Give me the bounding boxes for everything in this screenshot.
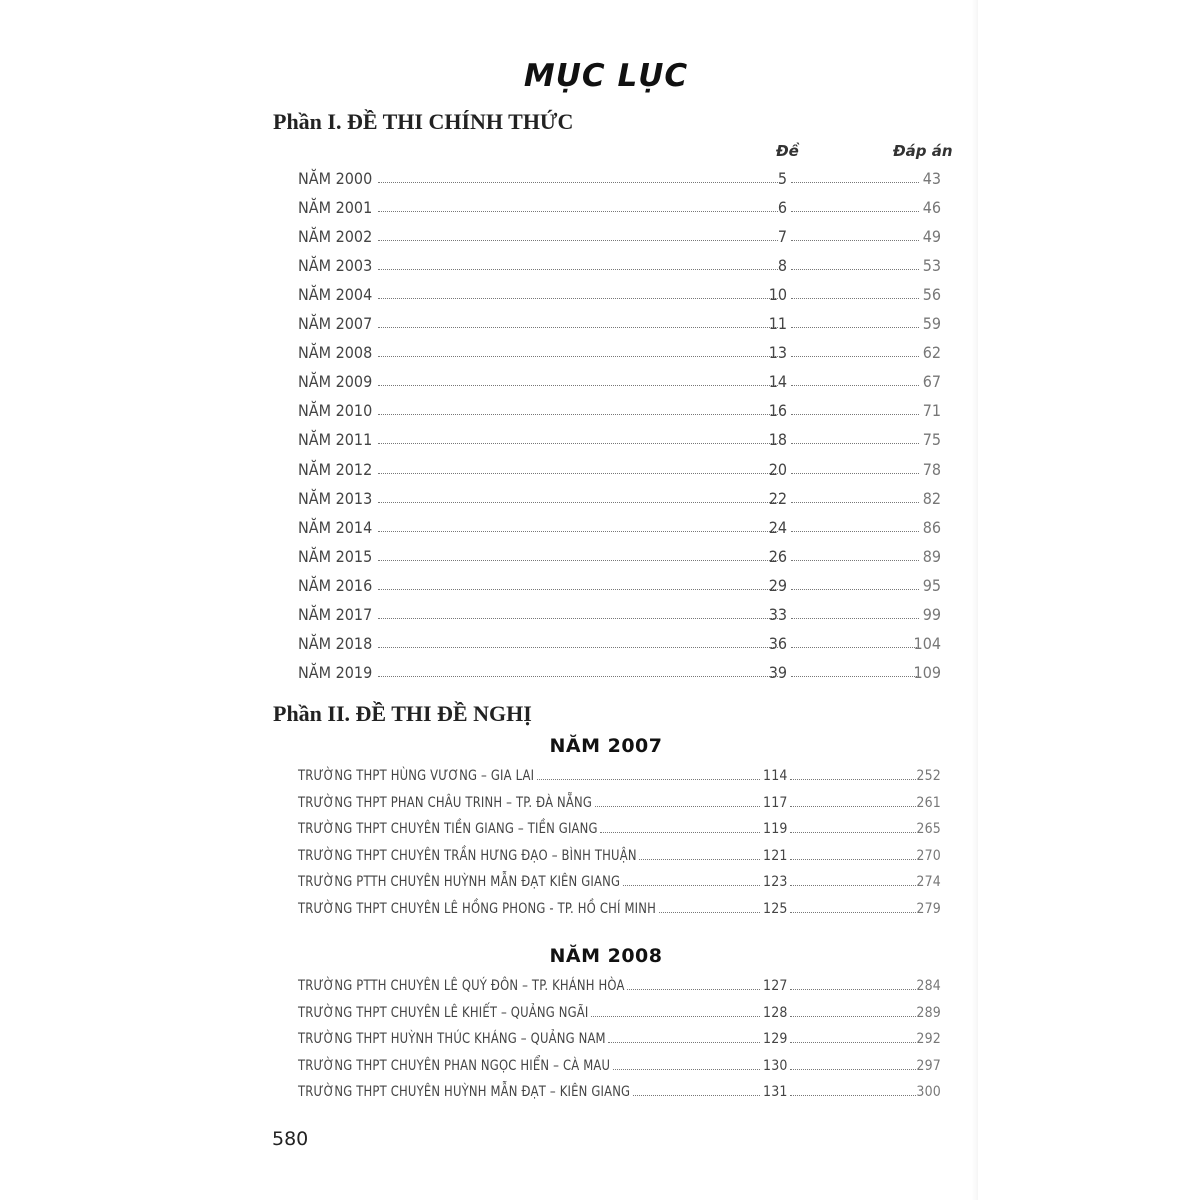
toc-row[interactable] xyxy=(298,399,943,423)
dot-leader xyxy=(791,298,919,299)
toc-row-dapan-page: 274 xyxy=(916,874,941,891)
dot-leader xyxy=(591,1016,760,1017)
dot-leader xyxy=(378,327,778,328)
dot-leader xyxy=(378,298,778,299)
toc-row[interactable] xyxy=(298,196,943,220)
dot-leader xyxy=(378,502,778,503)
dot-leader xyxy=(378,647,778,648)
toc-row-label: TRƯỜNG THPT PHAN CHÂU TRINH – TP. ĐÀ NẴNG xyxy=(298,794,593,811)
toc-row-de-page: 121 xyxy=(763,847,788,864)
toc-row[interactable] xyxy=(298,870,943,894)
group-year-2008: NĂM 2008 xyxy=(549,945,663,967)
toc-row-de-page: 125 xyxy=(763,901,788,917)
toc-row[interactable] xyxy=(298,458,943,482)
dot-leader xyxy=(378,443,778,444)
toc-row-label: NĂM 2002 xyxy=(298,227,373,247)
dot-leader xyxy=(378,211,778,212)
dot-leader xyxy=(790,1069,916,1070)
toc-row[interactable] xyxy=(298,1054,943,1078)
toc-row-dapan-page: 43 xyxy=(922,169,941,188)
toc-row-label: NĂM 2011 xyxy=(298,430,373,450)
toc-row-de-page: 14 xyxy=(768,372,787,392)
toc-row[interactable] xyxy=(298,974,943,998)
toc-row-de-page: 117 xyxy=(763,794,788,811)
col-header-de: Đề xyxy=(776,142,799,160)
toc-row[interactable] xyxy=(298,516,943,540)
toc-row-de-page: 123 xyxy=(763,874,788,891)
dot-leader xyxy=(790,806,916,807)
group-year-2007: NĂM 2007 xyxy=(549,735,663,757)
toc-row[interactable] xyxy=(298,167,943,191)
dot-leader xyxy=(791,502,919,503)
toc-row-dapan-page: 86 xyxy=(922,517,941,537)
dot-leader xyxy=(378,676,778,677)
toc-row-de-page: 131 xyxy=(763,1084,788,1101)
dot-leader xyxy=(791,211,919,212)
toc-row-de-page: 128 xyxy=(763,1004,788,1021)
toc-row[interactable] xyxy=(298,817,943,841)
dot-leader xyxy=(791,414,919,415)
toc-row-dapan-page: 261 xyxy=(916,794,941,811)
dot-leader xyxy=(378,414,778,415)
dot-leader xyxy=(791,618,919,619)
toc-row-dapan-page: 297 xyxy=(916,1057,941,1074)
toc-row[interactable] xyxy=(298,545,943,569)
dot-leader xyxy=(613,1069,760,1070)
toc-row-label: TRƯỜNG PTTH CHUYÊN HUỲNH MẪN ĐẠT KIÊN GIANG xyxy=(298,874,621,891)
dot-leader xyxy=(633,1095,760,1096)
dot-leader xyxy=(791,531,919,532)
toc-row-de-page: 8 xyxy=(777,256,787,276)
toc-row-de-page: 16 xyxy=(768,401,787,421)
toc-row-label: TRƯỜNG THPT HÙNG VƯƠNG – GIA LAI xyxy=(298,768,535,784)
toc-row-de-page: 33 xyxy=(768,604,787,624)
toc-row-label: NĂM 2013 xyxy=(298,488,373,508)
dot-leader xyxy=(790,989,916,990)
toc-row[interactable] xyxy=(298,1001,943,1025)
toc-row-dapan-page: 252 xyxy=(916,768,941,784)
dot-leader xyxy=(639,859,760,860)
toc-row-label: NĂM 2008 xyxy=(298,343,373,363)
toc-row-label: NĂM 2010 xyxy=(298,401,373,421)
toc-row[interactable] xyxy=(298,764,943,788)
toc-row[interactable] xyxy=(298,1027,943,1051)
dot-leader xyxy=(378,240,778,241)
dot-leader xyxy=(791,356,919,357)
dot-leader xyxy=(790,779,916,780)
dot-leader xyxy=(600,832,760,833)
toc-row-label: TRƯỜNG THPT CHUYÊN PHAN NGỌC HIỂN – CÀ MAU xyxy=(298,1057,611,1074)
toc-row-dapan-page: 109 xyxy=(913,662,941,682)
dot-leader xyxy=(378,589,778,590)
toc-row-dapan-page: 46 xyxy=(922,198,941,218)
dot-leader xyxy=(791,647,919,648)
toc-row[interactable] xyxy=(298,487,943,511)
toc-row-dapan-page: 82 xyxy=(922,488,941,508)
toc-row[interactable] xyxy=(298,341,943,365)
toc-row[interactable] xyxy=(298,225,943,249)
toc-row-de-page: 6 xyxy=(777,198,787,218)
dot-leader xyxy=(378,356,778,357)
part2-heading: Phần II. ĐỀ THI ĐỀ NGHỊ xyxy=(273,701,532,726)
toc-row-dapan-page: 75 xyxy=(922,430,941,450)
toc-row-dapan-page: 104 xyxy=(913,633,941,653)
toc-row-de-page: 20 xyxy=(768,459,787,479)
toc-row[interactable] xyxy=(298,428,943,452)
dot-leader xyxy=(608,1042,760,1043)
toc-row-dapan-page: 284 xyxy=(916,978,941,994)
toc-row-de-page: 18 xyxy=(768,430,787,450)
toc-row-label: NĂM 2019 xyxy=(298,662,373,682)
dot-leader xyxy=(790,1016,916,1017)
toc-row[interactable] xyxy=(298,844,943,868)
toc-row-dapan-page: 59 xyxy=(922,314,941,334)
dot-leader xyxy=(623,885,760,886)
toc-row[interactable] xyxy=(298,897,943,921)
dot-leader xyxy=(595,806,760,807)
toc-row-label: TRƯỜNG THPT CHUYÊN TRẦN HƯNG ĐẠO – BÌNH THUẬN xyxy=(298,847,637,864)
toc-row[interactable] xyxy=(298,791,943,815)
dot-leader xyxy=(791,676,919,677)
page-title: MỤC LỤC xyxy=(523,58,689,94)
dot-leader xyxy=(790,1042,916,1043)
toc-row-dapan-page: 49 xyxy=(922,227,941,247)
toc-row[interactable] xyxy=(298,254,943,278)
toc-row-dapan-page: 265 xyxy=(916,821,941,838)
toc-row-dapan-page: 53 xyxy=(922,256,941,276)
dot-leader xyxy=(791,385,919,386)
toc-row-de-page: 24 xyxy=(768,517,787,537)
dot-leader xyxy=(659,912,760,913)
toc-row-dapan-page: 56 xyxy=(922,285,941,305)
toc-row-de-page: 26 xyxy=(768,546,787,566)
dot-leader xyxy=(378,182,778,183)
toc-row-de-page: 119 xyxy=(763,821,788,838)
toc-row-label: NĂM 2015 xyxy=(298,546,373,566)
toc-row-label: NĂM 2001 xyxy=(298,198,373,218)
col-header-dapan: Đáp án xyxy=(893,142,953,160)
dot-leader xyxy=(790,912,916,913)
toc-row[interactable] xyxy=(298,603,943,627)
toc-row-de-page: 129 xyxy=(763,1031,788,1048)
dot-leader xyxy=(791,443,919,444)
toc-row-dapan-page: 89 xyxy=(922,546,941,566)
toc-row-label: TRƯỜNG THPT CHUYÊN LÊ HỒNG PHONG - TP. HỒ CHÍ MINH xyxy=(298,901,657,917)
toc-row-de-page: 127 xyxy=(763,978,788,994)
dot-leader xyxy=(378,618,778,619)
toc-row-dapan-page: 99 xyxy=(922,604,941,624)
toc-row-de-page: 114 xyxy=(763,768,788,784)
dot-leader xyxy=(378,473,778,474)
toc-row-label: TRƯỜNG THPT CHUYÊN LÊ KHIẾT – QUẢNG NGÃI xyxy=(298,1004,589,1021)
page-number: 580 xyxy=(272,1128,309,1150)
dot-leader xyxy=(378,560,778,561)
toc-row-dapan-page: 292 xyxy=(916,1031,941,1048)
toc-row[interactable] xyxy=(298,574,943,598)
dot-leader xyxy=(537,779,760,780)
dot-leader xyxy=(791,589,919,590)
toc-row-dapan-page: 67 xyxy=(922,372,941,392)
toc-row-de-page: 36 xyxy=(768,633,787,653)
dot-leader xyxy=(791,269,919,270)
toc-row-de-page: 11 xyxy=(768,314,787,334)
toc-row-de-page: 22 xyxy=(768,488,787,508)
toc-row-label: NĂM 2017 xyxy=(298,604,373,624)
toc-row-label: TRƯỜNG THPT CHUYÊN TIỀN GIANG – TIỀN GIANG xyxy=(298,821,598,838)
toc-row-de-page: 130 xyxy=(763,1057,788,1074)
toc-row-label: NĂM 2016 xyxy=(298,575,373,595)
toc-row-dapan-page: 62 xyxy=(922,343,941,363)
dot-leader xyxy=(378,531,778,532)
toc-row[interactable] xyxy=(298,283,943,307)
toc-row-de-page: 13 xyxy=(768,343,787,363)
toc-row-label: NĂM 2007 xyxy=(298,314,373,334)
dot-leader xyxy=(378,269,778,270)
toc-row[interactable] xyxy=(298,632,943,656)
toc-row-label: NĂM 2018 xyxy=(298,633,373,653)
toc-row-de-page: 29 xyxy=(768,575,787,595)
dot-leader xyxy=(791,182,919,183)
toc-row-label: NĂM 2009 xyxy=(298,372,373,392)
dot-leader xyxy=(627,989,760,990)
dot-leader xyxy=(791,560,919,561)
part1-heading: Phần I. ĐỀ THI CHÍNH THỨC xyxy=(273,109,574,134)
toc-row-label: TRƯỜNG THPT CHUYÊN HUỲNH MẪN ĐẠT – KIÊN GIANG xyxy=(298,1084,631,1101)
toc-row-label: NĂM 2012 xyxy=(298,459,373,479)
dot-leader xyxy=(378,385,778,386)
toc-row-dapan-page: 289 xyxy=(916,1004,941,1021)
toc-row-label: NĂM 2004 xyxy=(298,285,373,305)
dot-leader xyxy=(790,859,916,860)
toc-row-de-page: 5 xyxy=(777,169,787,188)
toc-row-dapan-page: 78 xyxy=(922,459,941,479)
toc-row-label: TRƯỜNG THPT HUỲNH THÚC KHÁNG – QUẢNG NAM xyxy=(298,1031,606,1048)
toc-row[interactable] xyxy=(298,1080,943,1104)
dot-leader xyxy=(790,832,916,833)
toc-row[interactable] xyxy=(298,312,943,336)
toc-row-label: NĂM 2000 xyxy=(298,169,373,188)
toc-row-de-page: 39 xyxy=(768,662,787,682)
toc-row[interactable] xyxy=(298,370,943,394)
dot-leader xyxy=(790,1095,916,1096)
page-edge xyxy=(972,0,978,1200)
dot-leader xyxy=(791,240,919,241)
toc-row-label: TRƯỜNG PTTH CHUYÊN LÊ QUÝ ĐÔN – TP. KHÁNH HÒA xyxy=(298,978,625,994)
dot-leader xyxy=(791,473,919,474)
dot-leader xyxy=(791,327,919,328)
dot-leader xyxy=(790,885,916,886)
toc-row-label: NĂM 2003 xyxy=(298,256,373,276)
toc-row-dapan-page: 300 xyxy=(916,1084,941,1101)
toc-row-de-page: 7 xyxy=(777,227,787,247)
toc-row-dapan-page: 71 xyxy=(922,401,941,421)
toc-row-dapan-page: 95 xyxy=(922,575,941,595)
toc-row-dapan-page: 279 xyxy=(916,901,941,917)
toc-row[interactable] xyxy=(298,661,943,685)
toc-row-de-page: 10 xyxy=(768,285,787,305)
toc-row-label: NĂM 2014 xyxy=(298,517,373,537)
toc-row-dapan-page: 270 xyxy=(916,847,941,864)
